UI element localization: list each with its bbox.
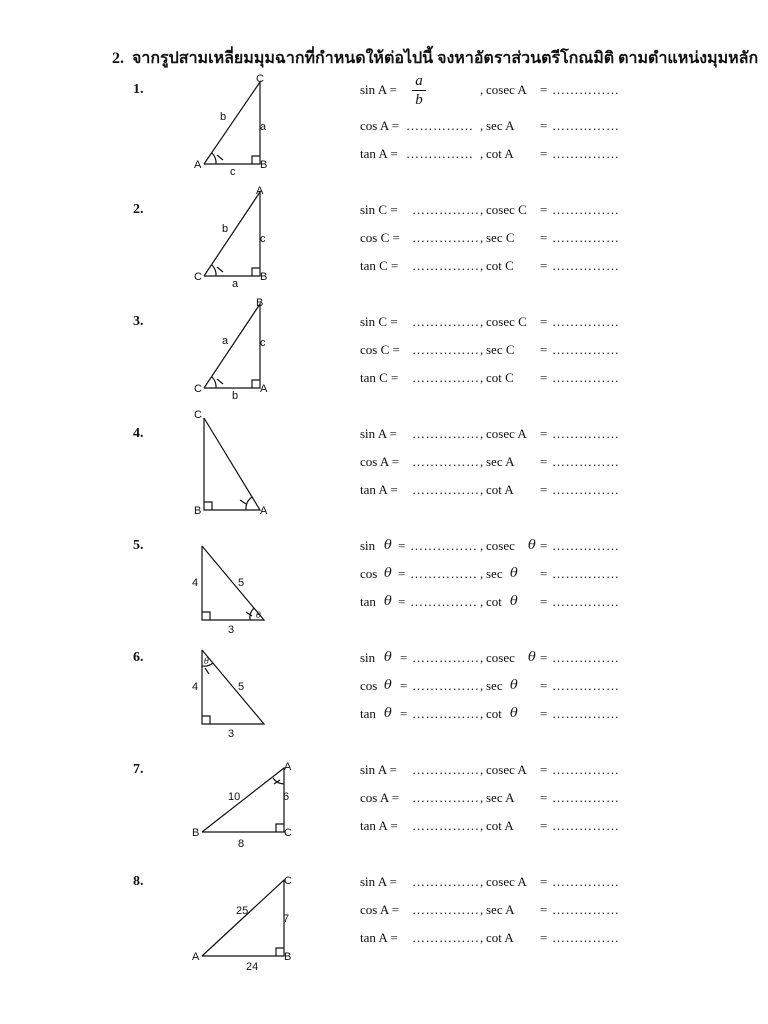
theta-symbol: θ <box>384 566 392 581</box>
equals-sign: = <box>540 202 548 217</box>
side-label: 3 <box>228 624 235 636</box>
answer-blank[interactable]: …………… <box>412 650 480 665</box>
separator: , <box>480 314 484 329</box>
angle-label: θ <box>204 657 209 666</box>
side-label: b <box>220 111 227 123</box>
fraction-numerator: a <box>415 73 423 89</box>
ratio-rhs: sec <box>486 566 503 581</box>
answer-blank[interactable]: …………… <box>552 902 620 917</box>
ratio-rhs: cot <box>486 706 502 721</box>
ratio-rhs: cot A <box>486 818 514 833</box>
vertex-label: A <box>194 159 202 171</box>
ratio-rhs: cot C <box>486 258 514 273</box>
vertex-label: C <box>284 875 292 887</box>
answer-blank[interactable]: …………… <box>552 314 620 329</box>
vertex-label: A <box>284 761 292 773</box>
vertex-label: A <box>256 185 264 197</box>
answer-blank[interactable]: …………… <box>552 650 620 665</box>
ratio-lhs: sin C = <box>360 314 398 329</box>
ratio-rhs: sec A <box>486 902 515 917</box>
ratio-lhs: sin <box>360 650 376 665</box>
separator: , <box>480 902 484 917</box>
equals-sign: = <box>540 902 548 917</box>
separator: , <box>480 426 484 441</box>
side-label: 6 <box>283 791 290 803</box>
equals-sign: = <box>540 118 548 133</box>
vertex-label: C <box>194 271 202 283</box>
separator: , <box>480 118 484 133</box>
answer-blank[interactable]: …………… <box>412 454 480 469</box>
problem-number: 6. <box>133 650 144 665</box>
side-label: 3 <box>228 728 235 740</box>
answer-blank[interactable]: …………… <box>552 566 620 581</box>
vertex-label: B <box>192 827 200 839</box>
equals-sign: = <box>540 678 548 693</box>
separator: , <box>480 762 484 777</box>
side-label: 24 <box>246 961 259 973</box>
answer-blank[interactable]: …………… <box>412 762 480 777</box>
equals-sign: = <box>400 706 408 721</box>
problem-number: 2. <box>133 202 144 217</box>
ratio-rhs: sec <box>486 678 503 693</box>
triangle-figure-8 <box>180 868 310 980</box>
theta-symbol: θ <box>510 594 518 609</box>
ratio-lhs: tan C = <box>360 258 399 273</box>
side-label: a <box>260 121 267 133</box>
answer-blank[interactable]: …………… <box>552 706 620 721</box>
vertex-label: A <box>260 383 268 395</box>
equals-sign: = <box>398 566 406 581</box>
equals-sign: = <box>540 258 548 273</box>
answer-blank[interactable]: …………… <box>552 454 620 469</box>
separator: , <box>480 538 484 553</box>
ratio-rhs: sec C <box>486 230 515 245</box>
equals-sign: = <box>540 314 548 329</box>
side-label: a <box>222 335 229 347</box>
side-label: c <box>230 166 236 178</box>
answer-blank[interactable]: …………… <box>412 678 480 693</box>
equals-sign: = <box>540 454 548 469</box>
triangle-figure-6 <box>180 644 310 756</box>
equals-sign: = <box>540 370 548 385</box>
problem-3 <box>0 297 768 420</box>
theta-symbol: θ <box>384 538 392 553</box>
side-label: b <box>222 223 229 235</box>
ratio-lhs: cos C = <box>360 342 400 357</box>
ratio-lhs: tan A = <box>360 482 398 497</box>
side-label: 25 <box>236 905 249 917</box>
answer-blank[interactable]: …………… <box>412 818 480 833</box>
answer-blank[interactable]: …………… <box>412 790 480 805</box>
ratio-rhs: sec A <box>486 118 515 133</box>
separator: , <box>480 146 484 161</box>
ratio-rhs: cot A <box>486 146 514 161</box>
side-label: 5 <box>238 577 245 589</box>
answer-blank[interactable]: …………… <box>412 230 480 245</box>
problem-8 <box>0 868 768 980</box>
answer-blank[interactable]: …………… <box>412 902 480 917</box>
ratio-rhs: cot A <box>486 482 514 497</box>
vertex-label: A <box>260 505 268 517</box>
ratio-lhs: tan A = <box>360 818 398 833</box>
theta-symbol: θ <box>510 706 518 721</box>
ratio-rhs: cosec A <box>486 874 527 889</box>
ratio-lhs: sin C = <box>360 202 398 217</box>
separator: , <box>480 706 484 721</box>
equals-sign: = <box>400 650 408 665</box>
separator: , <box>480 678 484 693</box>
vertex-label: C <box>256 73 264 85</box>
answer-blank[interactable]: …………… <box>552 930 620 945</box>
problem-1 <box>0 73 768 188</box>
ratio-rhs: cot C <box>486 370 514 385</box>
separator: , <box>480 230 484 245</box>
answer-blank[interactable]: …………… <box>552 426 620 441</box>
answer-blank[interactable]: …………… <box>552 678 620 693</box>
ratio-rhs: cosec A <box>486 82 527 97</box>
heading-text: จากรูปสามเหลี่ยมมุมฉากที่กำหนดให้ต่อไปนี้ จงหาอัตราส่วนตรีโกณมิติ ตามตำแหน่งมุมหลัก <box>132 50 759 67</box>
separator: , <box>480 454 484 469</box>
triangle-figure-7 <box>180 756 310 868</box>
answer-blank[interactable]: …………… <box>552 762 620 777</box>
separator: , <box>480 202 484 217</box>
ratio-lhs: cos <box>360 678 378 693</box>
answer-blank[interactable]: …………… <box>412 370 480 385</box>
equals-sign: = <box>540 762 548 777</box>
side-label: 4 <box>192 577 199 589</box>
side-label: 10 <box>228 791 241 803</box>
separator: , <box>480 258 484 273</box>
answer-blank[interactable]: …………… <box>412 426 480 441</box>
answer-blank[interactable]: …………… <box>412 342 480 357</box>
ratio-lhs: sin <box>360 538 376 553</box>
answer-blank[interactable]: …………… <box>412 874 480 889</box>
heading-number: 2. <box>112 50 124 67</box>
answer-blank[interactable]: …………… <box>412 706 480 721</box>
theta-symbol: θ <box>510 566 518 581</box>
separator: , <box>480 790 484 805</box>
ratio-lhs: cos A = <box>360 790 400 805</box>
ratio-rhs: sec C <box>486 342 515 357</box>
angle-label: θ <box>256 611 261 620</box>
equals-sign: = <box>540 146 548 161</box>
problem-2 <box>0 185 768 308</box>
equals-sign: = <box>540 482 548 497</box>
separator: , <box>480 566 484 581</box>
ratio-rhs: cot A <box>486 930 514 945</box>
problem-number: 1. <box>133 82 144 97</box>
side-label: c <box>260 337 266 349</box>
side-label: 8 <box>238 838 245 850</box>
answer-blank[interactable]: …………… <box>410 566 478 581</box>
vertex-label: B <box>194 505 202 517</box>
ratio-lhs: sin A = <box>360 874 397 889</box>
ratio-rhs: cosec <box>486 538 515 553</box>
answer-blank[interactable]: …………… <box>552 538 620 553</box>
separator: , <box>480 342 484 357</box>
equals-sign: = <box>400 678 408 693</box>
ratio-rhs: cosec C <box>486 314 527 329</box>
vertex-label: C <box>194 409 202 421</box>
answer-blank[interactable]: …………… <box>410 594 478 609</box>
equals-sign: = <box>540 874 548 889</box>
equals-sign: = <box>540 426 548 441</box>
ratio-rhs: cosec C <box>486 202 527 217</box>
problem-7 <box>0 756 768 868</box>
side-label: 5 <box>238 681 245 693</box>
equals-sign: = <box>540 706 548 721</box>
answer-blank[interactable]: …………… <box>552 230 620 245</box>
ratio-rhs: cosec A <box>486 762 527 777</box>
separator: , <box>480 82 484 97</box>
triangle-figure-1 <box>180 73 310 188</box>
equals-sign: = <box>540 538 548 553</box>
ratio-lhs: cos A = <box>360 902 400 917</box>
ratio-lhs: cos <box>360 566 378 581</box>
problem-number: 5. <box>133 538 144 553</box>
ratio-lhs: tan <box>360 706 376 721</box>
answer-blank[interactable]: …………… <box>552 258 620 273</box>
ratio-lhs: cos C = <box>360 230 400 245</box>
side-label: 7 <box>283 913 290 925</box>
ratio-lhs: sin A = <box>360 762 397 777</box>
separator: , <box>480 818 484 833</box>
problem-6 <box>0 644 768 756</box>
answer-blank[interactable]: …………… <box>552 594 620 609</box>
vertex-label: B <box>260 159 268 171</box>
equals-sign: = <box>540 566 548 581</box>
problem-number: 7. <box>133 762 144 777</box>
triangle-figure-5 <box>180 532 310 644</box>
theta-symbol: θ <box>510 678 518 693</box>
separator: , <box>480 482 484 497</box>
vertex-label: B <box>260 271 268 283</box>
answer-blank[interactable]: …………… <box>552 146 620 161</box>
ratio-lhs: tan A = <box>360 146 398 161</box>
ratio-rhs: sec A <box>486 790 515 805</box>
theta-symbol: θ <box>528 650 536 665</box>
answer-blank[interactable]: …………… <box>552 370 620 385</box>
worksheet-heading <box>112 46 759 71</box>
theta-symbol: θ <box>384 706 392 721</box>
problem-4 <box>0 409 768 532</box>
problem-number: 3. <box>133 314 144 329</box>
side-label: b <box>232 390 239 402</box>
theta-symbol: θ <box>528 538 536 553</box>
ratio-rhs: cosec A <box>486 426 527 441</box>
equals-sign: = <box>398 594 406 609</box>
theta-symbol: θ <box>384 650 392 665</box>
equals-sign: = <box>540 650 548 665</box>
equals-sign: = <box>540 594 548 609</box>
vertex-label: A <box>192 951 200 963</box>
vertex-label: B <box>284 951 292 963</box>
answer-blank[interactable]: …………… <box>552 790 620 805</box>
ratio-lhs: tan C = <box>360 370 399 385</box>
answer-blank[interactable]: …………… <box>412 258 480 273</box>
separator: , <box>480 650 484 665</box>
problem-number: 4. <box>133 426 144 441</box>
equals-sign: = <box>398 538 406 553</box>
answer-blank[interactable]: …………… <box>410 538 478 553</box>
answer-blank[interactable]: …………… <box>412 314 480 329</box>
fraction-denominator: b <box>415 92 423 108</box>
equals-sign: = <box>540 818 548 833</box>
ratio-lhs: sin A = <box>360 426 397 441</box>
equals-sign: = <box>540 930 548 945</box>
ratio-lhs: tan <box>360 594 376 609</box>
vertex-label: C <box>194 383 202 395</box>
side-label: c <box>260 233 266 245</box>
answer-blank[interactable]: …………… <box>552 82 620 97</box>
answer-blank[interactable]: …………… <box>412 482 480 497</box>
answer-blank[interactable]: …………… <box>552 202 620 217</box>
ratio-lhs: cos A = <box>360 118 400 133</box>
vertex-label: B <box>256 297 264 309</box>
fraction <box>412 72 426 109</box>
separator: , <box>480 874 484 889</box>
ratio-rhs: cot <box>486 594 502 609</box>
answer-blank[interactable]: …………… <box>552 342 620 357</box>
triangle-figure-2 <box>180 185 310 308</box>
problem-5 <box>0 532 768 644</box>
ratio-lhs: sin A = <box>360 82 397 97</box>
theta-symbol: θ <box>384 678 392 693</box>
separator: , <box>480 370 484 385</box>
ratio-rhs: sec A <box>486 454 515 469</box>
answer-blank[interactable]: …………… <box>412 930 480 945</box>
vertex-label: C <box>284 827 292 839</box>
side-label: 4 <box>192 681 199 693</box>
answer-blank[interactable]: …………… <box>406 146 474 161</box>
ratio-rhs: cosec <box>486 650 515 665</box>
answer-blank[interactable]: …………… <box>406 118 474 133</box>
triangle-figure-4 <box>180 409 310 532</box>
equals-sign: = <box>540 342 548 357</box>
separator: , <box>480 930 484 945</box>
equals-sign: = <box>540 230 548 245</box>
side-label: a <box>232 278 239 290</box>
triangle-figure-3 <box>180 297 310 420</box>
theta-symbol: θ <box>384 594 392 609</box>
answer-blank[interactable]: …………… <box>552 818 620 833</box>
separator: , <box>480 594 484 609</box>
equals-sign: = <box>540 82 548 97</box>
answer-blank[interactable]: …………… <box>412 202 480 217</box>
answer-blank[interactable]: …………… <box>552 118 620 133</box>
equals-sign: = <box>540 790 548 805</box>
answer-blank[interactable]: …………… <box>552 874 620 889</box>
ratio-lhs: cos A = <box>360 454 400 469</box>
ratio-lhs: tan A = <box>360 930 398 945</box>
answer-blank[interactable]: …………… <box>552 482 620 497</box>
problem-number: 8. <box>133 874 144 889</box>
